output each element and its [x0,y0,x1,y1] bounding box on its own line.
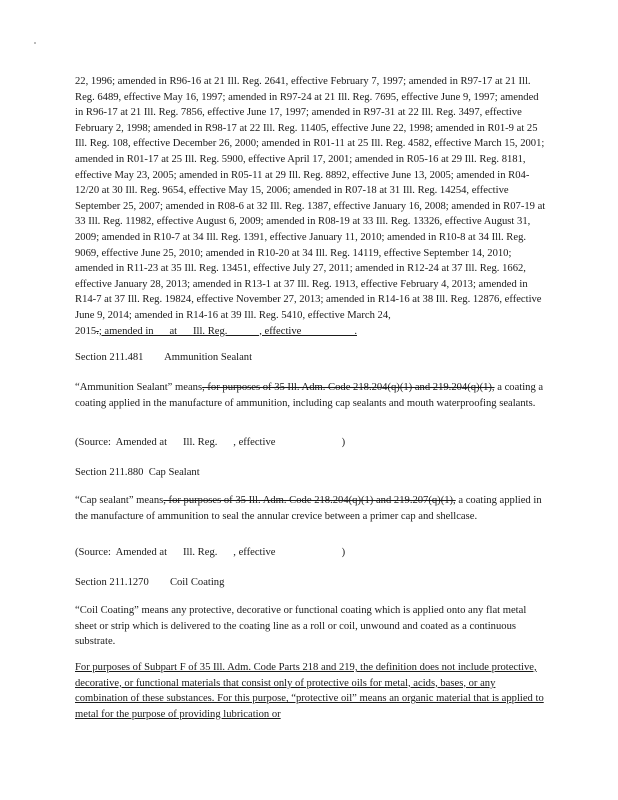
history-underlined-insertion: ; amended in at Ill. Reg. , effective . [98,325,357,337]
coil-coating-added-paragraph: For purposes of Subpart F of 35 Ill. Adm. Code Parts 218 and 219, the definition does not include protective, decorative, or functional materials that consist only of protective oils for metal, acids, bases, or any combination of these substances. For this purpose, “protective oil” means an organic material that is applied to metal for the purpose of providing lubrication or [75,662,544,720]
section-heading-211-481: Section 211.481 Ammunition Sealant [75,352,253,363]
definition-cap-sealant [75,493,549,524]
history-struck-text: . [96,325,99,337]
source-note-211-880: (Source: Amended at Ill. Reg. , effective ) [75,547,346,558]
section-heading-211-880: Section 211.880 Cap Sealant [75,467,200,478]
definition-rest: a coating a coating applied in the manufacture of ammunition, including cap sealants and mouth waterproofing sealants. [75,382,544,409]
definition-struck-text: , for purposes of 35 Ill. Adm. Code 218.204(q)(1) and 219.204(q)(1), [202,382,495,393]
definition-rest: a coating applied in the manufacture of ammunition to seal the annular crevice between a primer cap and shellcase. [75,495,542,522]
definition-ammunition-sealant [75,380,549,411]
source-note-211-481: (Source: Amended at Ill. Reg. , effective ) [75,437,346,448]
section-heading-211-1270: Section 211.1270 Coil Coating [75,577,225,588]
scan-speck [34,42,36,44]
history-text: 22, 1996; amended in R96-16 at 21 Ill. Reg. 2641, effective February 7, 1997; amended in R97-17 at 21 Ill. Reg. 6489, effective May 16, 1997; amended in R97-24 at 21 Ill. Reg. 7695, effective June 9, 1997; amended in R96-17 at 21 Ill. Reg. 7856, effective June 17, 1997; amended in R97-31 at 22 Ill. Reg. 3497, effective February 2, 1998; amended in R98-17 at 22 Ill. Reg. 11405, effective June 22, 1998; amended in R01-9 at 25 Ill. Reg. 108, effective December 26, 2000; amended in R01-11 at 25 Ill. Reg. 4582, effective March 15, 2001; amended in R01-17 at 25 Ill. Reg. 5900, effective April 17, 2001; amended in R05-16 at 29 Ill. Reg. 8181, effective May 23, 2005; amended in R05-11 at 29 Ill. Reg. 8892, effective June 13, 2005; amended in R04-12/20 at 30 Ill. Reg. 9654, effective May 15, 2006; amended in R07-18 at 31 Ill. Reg. 14254, effective September 25, 2007; amended in R08-6 at 32 Ill. Reg. 1387, effective January 16, 2008; amended in R07-19 at 33 Ill. Reg. 11982, effective August 6, 2009; amended in R08-19 at 33 Ill. Reg. 13326, effective August 31, 2009; amended in R10-7 at 34 Ill. Reg. 1391, effective January 11, 2010; amended in R10-8 at 34 Ill. Reg. 9069, effective June 25, 2010; amended in R10-20 at 34 Ill. Reg. 14119, effective September 14, 2010; amended in R11-23 at 35 Ill. Reg. 13451, effective July 27, 2011; amended in R12-24 at 37 Ill. Reg. 1662, effective January 28, 2013; amended in R13-1 at 37 Ill. Reg. 1913, effective February 4, 2013; amended in R14-7 at 37 Ill. Reg. 19824, effective November 27, 2013; amended in R14-16 at 38 Ill. Reg. 12876, effective June 9, 2014; amended in R14-16 at 39 Ill. Reg. 5410, effective March 24, 2015 [75,76,546,337]
definition-lead: “Cap sealant” means [75,495,164,506]
definition-lead: “Coil Coating” means any protective, decorative or functional coating which is applied onto any flat metal sheet or strip which is delivered to the coating line as a roll or coil, unwound and coated as a continuous substrate. [75,605,527,648]
definition-lead: “Ammunition Sealant” means [75,382,203,393]
history-paragraph [75,74,549,339]
definition-coil-coating [75,603,549,650]
definition-struck-text: , for purposes of 35 Ill. Adm. Code 218.204(q)(1) and 219.207(q)(1), [163,495,456,506]
